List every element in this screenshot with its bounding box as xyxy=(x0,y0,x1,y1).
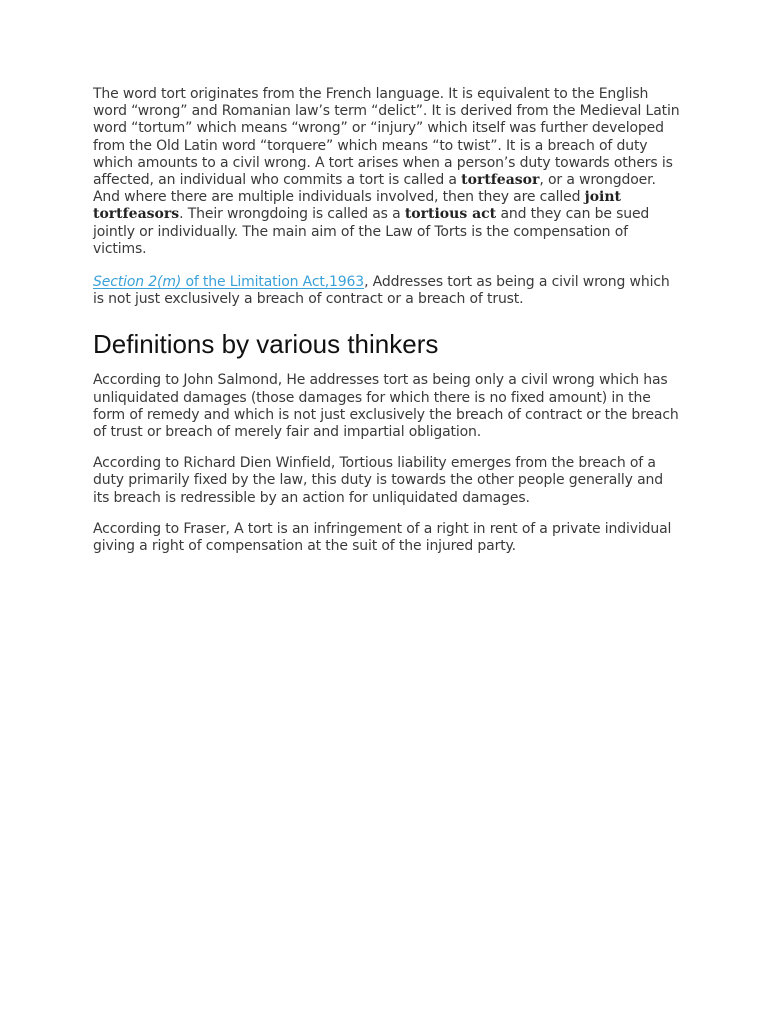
intro-text-1: The word tort originates from the French language. It is equivalent to the English word “wrong” and Romanian law’s term “delict”. It is derived from the Medieval Latin word “tortum” which means “wrong” or “injury” which itself was further developed from the Old Latin word “torquere” which means “to twist”. It is a breach of duty which amounts to a civil wrong. A tort arises when a person’s duty towards others is affected, an individual who commits a tort is called a xyxy=(93,86,680,189)
definition-fraser: According to Fraser, A tort is an infringement of a right in rent of a private individual giving a right of compensation at the suit of the injured party. xyxy=(93,520,672,555)
section-heading: Definitions by various thinkers xyxy=(93,329,439,360)
intro-text-3: . Their wrongdoing is called as a xyxy=(179,206,405,223)
intro-paragraph xyxy=(93,86,683,258)
term-tortious-act: tortious act xyxy=(404,206,497,223)
limitation-text: , Addresses tort as being a civil wrong which is not just exclusively a breach of contract or a breach of trust. xyxy=(93,274,670,308)
limitation-paragraph xyxy=(93,274,683,308)
term-joint-tortfeasors: joint tortfeasors xyxy=(93,189,621,223)
definition-salmond: According to John Salmond, He addresses tort as being only a civil wrong which has unliquidated damages (those damages for which there is no fixed amount) in the form of remedy and which is not just exclusively the breach of contract or the breach of trust or breach of merely fair and impartial obligation. xyxy=(93,372,679,441)
intro-text-4: and they can be sued jointly or individually. The main aim of the Law of Torts is the compensation of victims. xyxy=(93,206,650,257)
definition-winfield: According to Richard Dien Winfield, Tortious liability emerges from the breach of a duty primarily fixed by the law, this duty is towards the other people generally and its breach is redressible by an action for unliquidated damages. xyxy=(93,455,663,506)
limitation-act-link[interactable] xyxy=(93,274,364,290)
intro-text-2: , or a wrongdoer. And where there are multiple individuals involved, then they are called xyxy=(93,172,656,206)
limitation-link-rest: of the Limitation Act,1963 xyxy=(181,274,365,291)
document-page xyxy=(93,86,683,555)
term-tortfeasor: tortfeasor xyxy=(461,172,540,189)
limitation-link-italic: Section 2(m) xyxy=(93,274,182,291)
